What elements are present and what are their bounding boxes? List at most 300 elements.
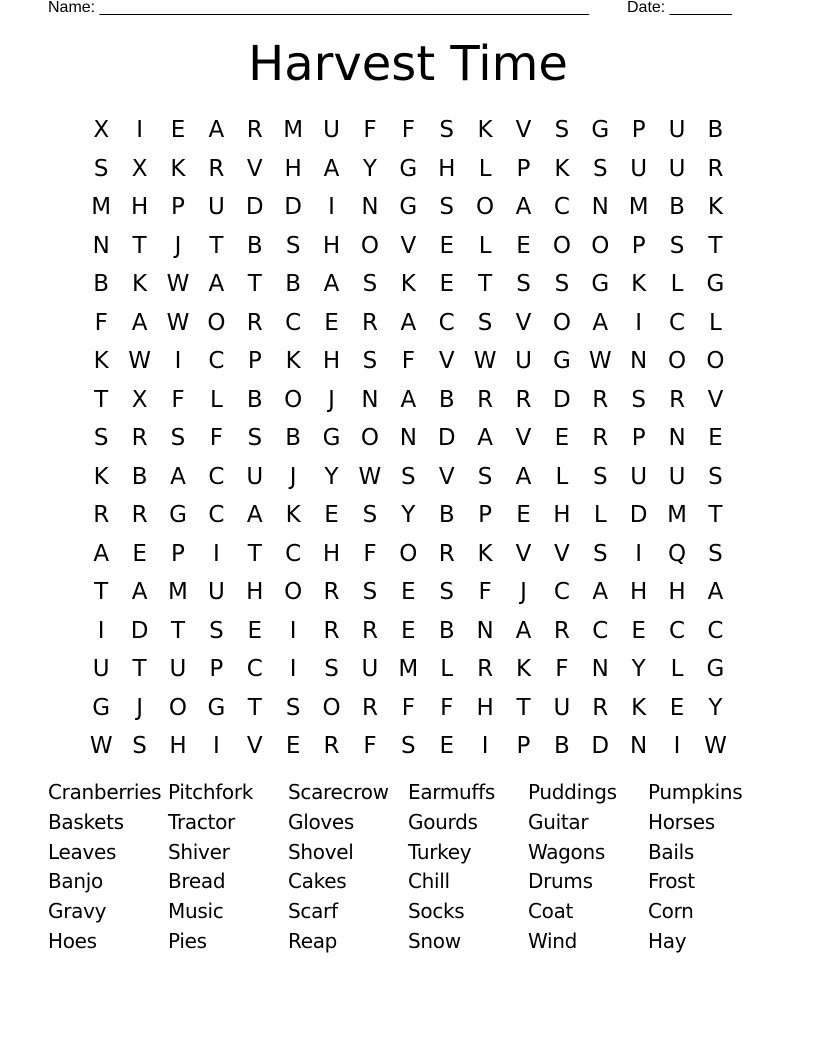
grid-letter: Y bbox=[362, 155, 377, 182]
grid-letter: I bbox=[174, 348, 182, 375]
grid-letter: I bbox=[97, 617, 105, 644]
grid-letter: T bbox=[94, 386, 109, 413]
grid-letter: F bbox=[171, 386, 185, 413]
grid-letter: C bbox=[208, 348, 225, 375]
grid-letter: K bbox=[631, 271, 647, 298]
word-list-item: Banjo bbox=[48, 869, 103, 894]
grid-letter: U bbox=[668, 117, 686, 144]
grid-letter: P bbox=[631, 425, 646, 452]
grid-letter: G bbox=[322, 425, 341, 452]
grid-letter: R bbox=[131, 425, 148, 452]
grid-letter: A bbox=[515, 194, 532, 221]
grid-letter: A bbox=[208, 271, 225, 298]
grid-letter: O bbox=[322, 694, 341, 721]
grid-letter: E bbox=[631, 617, 646, 644]
grid-letter: I bbox=[289, 617, 297, 644]
grid-letter: H bbox=[322, 348, 341, 375]
grid-letter: R bbox=[93, 502, 110, 529]
word-list-item: Drums bbox=[528, 869, 593, 894]
grid-letter: W bbox=[704, 733, 727, 760]
grid-letter: P bbox=[171, 194, 185, 221]
grid-letter: R bbox=[707, 155, 724, 182]
grid-letter: T bbox=[516, 694, 531, 721]
grid-letter: O bbox=[284, 579, 303, 606]
grid-letter: S bbox=[324, 656, 339, 683]
grid-letter: V bbox=[246, 733, 263, 760]
grid-letter: S bbox=[439, 579, 455, 606]
grid-letter: A bbox=[246, 502, 263, 529]
grid-letter: G bbox=[207, 694, 226, 721]
grid-letter: T bbox=[708, 232, 723, 259]
grid-letter: M bbox=[398, 656, 419, 683]
word-list-item: Hoes bbox=[48, 928, 97, 953]
grid-letter: I bbox=[673, 733, 681, 760]
grid-letter: C bbox=[208, 463, 225, 490]
grid-letter: I bbox=[136, 117, 143, 144]
grid-letter: S bbox=[592, 540, 608, 567]
grid-letter: S bbox=[132, 733, 147, 760]
grid-letter: Q bbox=[668, 540, 687, 567]
grid-letter: B bbox=[285, 425, 302, 452]
grid-letter: A bbox=[208, 117, 225, 144]
grid-letter: W bbox=[128, 348, 151, 375]
grid-letter: R bbox=[477, 386, 494, 413]
grid-letter: A bbox=[131, 309, 148, 336]
grid-letter: V bbox=[515, 425, 532, 452]
word-list-item: Bails bbox=[648, 839, 695, 864]
grid-letter: K bbox=[631, 694, 647, 721]
grid-letter: G bbox=[552, 348, 571, 375]
grid-letter: J bbox=[328, 386, 335, 413]
grid-letter: S bbox=[362, 579, 378, 606]
grid-letter: U bbox=[323, 117, 340, 144]
grid-letter: O bbox=[476, 194, 495, 221]
grid-letter: A bbox=[592, 579, 609, 606]
grid-letter: D bbox=[130, 617, 149, 644]
grid-letter: O bbox=[591, 232, 610, 259]
grid-letter: S bbox=[285, 694, 301, 721]
grid-letter: X bbox=[93, 117, 110, 144]
word-list-item: Reap bbox=[288, 928, 338, 953]
grid-letter: A bbox=[400, 309, 417, 336]
grid-letter: G bbox=[706, 271, 725, 298]
grid-letter: E bbox=[285, 733, 301, 760]
grid-letter: U bbox=[515, 348, 532, 375]
word-list-item: Scarecrow bbox=[288, 780, 389, 804]
grid-letter: A bbox=[707, 579, 724, 606]
grid-letter: E bbox=[401, 617, 416, 644]
grid-letter: G bbox=[399, 194, 418, 221]
grid-letter: U bbox=[207, 194, 225, 221]
grid-letter: A bbox=[323, 155, 340, 182]
grid-letter: S bbox=[401, 733, 416, 760]
grid-letter: H bbox=[476, 694, 494, 721]
grid-letter: G bbox=[399, 155, 418, 182]
grid-letter: B bbox=[246, 232, 263, 259]
grid-letter: S bbox=[708, 540, 723, 567]
grid-letter: G bbox=[591, 271, 610, 298]
grid-letter: K bbox=[170, 155, 186, 182]
grid-letter: P bbox=[516, 733, 531, 760]
grid-letter: S bbox=[592, 463, 608, 490]
grid-letter: S bbox=[439, 194, 455, 221]
grid-letter: P bbox=[631, 117, 646, 144]
grid-letter: K bbox=[515, 656, 532, 683]
grid-letter: S bbox=[93, 155, 109, 182]
grid-letter: S bbox=[669, 232, 685, 259]
grid-letter: S bbox=[170, 425, 186, 452]
grid-letter: T bbox=[247, 540, 262, 567]
grid-letter: D bbox=[284, 194, 302, 221]
grid-letter: R bbox=[208, 155, 225, 182]
grid-letter: E bbox=[439, 232, 454, 259]
grid-letter: N bbox=[476, 617, 494, 644]
grid-letter: O bbox=[360, 232, 379, 259]
grid-letter: E bbox=[516, 502, 531, 529]
grid-letter: A bbox=[515, 617, 532, 644]
grid-letter: E bbox=[401, 579, 416, 606]
grid-letter: P bbox=[516, 155, 531, 182]
puzzle-title: Harvest Time bbox=[248, 36, 568, 92]
grid-letter: O bbox=[284, 386, 303, 413]
grid-letter: F bbox=[478, 579, 492, 606]
grid-letter: S bbox=[477, 309, 493, 336]
grid-letter: F bbox=[440, 694, 454, 721]
grid-letter: T bbox=[132, 232, 147, 259]
word-list-item: Corn bbox=[648, 899, 694, 924]
grid-letter: T bbox=[247, 271, 262, 298]
grid-letter: R bbox=[323, 733, 340, 760]
word-list-item: Pitchfork bbox=[168, 780, 254, 804]
grid-letter: B bbox=[285, 271, 302, 298]
word-list-item: Pies bbox=[168, 928, 207, 953]
grid-letter: C bbox=[285, 540, 302, 567]
grid-letter: S bbox=[554, 117, 570, 144]
grid-letter: C bbox=[707, 617, 724, 644]
word-list-item: Baskets bbox=[48, 809, 124, 834]
word-list-item: Shiver bbox=[168, 839, 230, 864]
grid-letter: O bbox=[706, 348, 725, 375]
grid-letter: E bbox=[669, 694, 685, 721]
grid-letter: V bbox=[400, 232, 417, 259]
grid-letter: V bbox=[515, 117, 532, 144]
grid-letter: N bbox=[668, 425, 686, 452]
grid-letter: D bbox=[245, 194, 264, 221]
grid-letter: K bbox=[93, 463, 109, 490]
grid-letter: R bbox=[246, 117, 263, 144]
grid-letter: R bbox=[515, 386, 532, 413]
grid-letter: S bbox=[247, 425, 263, 452]
grid-letter: E bbox=[324, 502, 339, 529]
grid-letter: I bbox=[328, 194, 335, 221]
grid-letter: B bbox=[438, 617, 455, 644]
grid-letter: C bbox=[208, 502, 225, 529]
grid-letter: A bbox=[400, 386, 417, 413]
grid-letter: T bbox=[94, 579, 109, 606]
grid-letter: O bbox=[360, 425, 379, 452]
grid-letter: T bbox=[132, 656, 147, 683]
grid-letter: H bbox=[169, 733, 187, 760]
grid-letter: U bbox=[169, 656, 187, 683]
grid-letter: O bbox=[207, 309, 226, 336]
word-list-item: Guitar bbox=[528, 809, 589, 834]
grid-letter: N bbox=[630, 348, 648, 375]
grid-letter: A bbox=[592, 309, 609, 336]
grid-letter: W bbox=[166, 271, 190, 298]
word-list-item: Cranberries bbox=[48, 780, 162, 804]
grid-letter: R bbox=[323, 579, 340, 606]
grid-letter: A bbox=[131, 579, 148, 606]
grid-letter: A bbox=[170, 463, 186, 490]
grid-letter: G bbox=[706, 656, 725, 683]
word-list-item: Pumpkins bbox=[648, 780, 743, 804]
grid-letter: B bbox=[438, 386, 455, 413]
grid-letter: E bbox=[554, 425, 570, 452]
grid-letter: H bbox=[322, 232, 341, 259]
grid-letter: R bbox=[592, 425, 609, 452]
grid-letter: G bbox=[591, 117, 610, 144]
grid-letter: C bbox=[438, 309, 455, 336]
grid-letter: W bbox=[473, 348, 497, 375]
grid-letter: C bbox=[669, 617, 686, 644]
grid-letter: C bbox=[285, 309, 302, 336]
grid-letter: B bbox=[707, 117, 724, 144]
grid-letter: W bbox=[166, 309, 190, 336]
grid-letter: U bbox=[207, 579, 225, 606]
grid-letter: L bbox=[478, 232, 492, 259]
grid-letter: S bbox=[401, 463, 416, 490]
grid-letter: L bbox=[709, 309, 722, 336]
grid-letter: S bbox=[592, 155, 608, 182]
grid-letter: A bbox=[477, 425, 493, 452]
grid-letter: O bbox=[552, 309, 571, 336]
grid-letter: U bbox=[630, 463, 648, 490]
grid-letter: J bbox=[520, 579, 527, 606]
grid-letter: A bbox=[323, 271, 340, 298]
grid-letter: I bbox=[212, 733, 220, 760]
grid-letter: S bbox=[93, 425, 109, 452]
grid-letter: H bbox=[284, 155, 302, 182]
word-list-item: Horses bbox=[648, 809, 715, 834]
grid-letter: M bbox=[283, 117, 304, 144]
grid-letter: U bbox=[361, 656, 379, 683]
grid-letter: I bbox=[635, 309, 643, 336]
grid-letter: Y bbox=[631, 656, 646, 683]
grid-letter: S bbox=[708, 463, 723, 490]
grid-letter: W bbox=[358, 463, 382, 490]
grid-letter: U bbox=[630, 155, 648, 182]
grid-letter: D bbox=[437, 425, 456, 452]
grid-letter: E bbox=[516, 232, 531, 259]
word-list-item: Tractor bbox=[168, 809, 235, 834]
grid-letter: T bbox=[478, 271, 493, 298]
grid-letter: S bbox=[554, 271, 570, 298]
grid-letter: K bbox=[285, 348, 301, 375]
grid-letter: H bbox=[553, 502, 571, 529]
grid-letter: H bbox=[668, 579, 686, 606]
grid-letter: K bbox=[400, 271, 416, 298]
grid-letter: V bbox=[438, 348, 455, 375]
grid-letter: B bbox=[438, 502, 455, 529]
grid-letter: T bbox=[209, 232, 224, 259]
grid-letter: E bbox=[324, 309, 339, 336]
grid-letter: F bbox=[401, 694, 415, 721]
grid-letter: R bbox=[323, 617, 340, 644]
word-list-item: Earmuffs bbox=[408, 780, 496, 804]
grid-letter: U bbox=[246, 463, 264, 490]
word-list-item: Chill bbox=[408, 869, 450, 894]
grid-letter: V bbox=[515, 540, 532, 567]
word-list-item: Coat bbox=[528, 899, 574, 924]
grid-letter: Y bbox=[708, 694, 723, 721]
grid-letter: X bbox=[131, 386, 148, 413]
grid-letter: T bbox=[170, 617, 185, 644]
grid-letter: C bbox=[553, 194, 570, 221]
grid-letter: S bbox=[516, 271, 531, 298]
name-field-label: Name: _______________________________________________________ bbox=[48, 0, 589, 16]
grid-letter: A bbox=[93, 540, 110, 567]
grid-letter: R bbox=[438, 540, 455, 567]
grid-letter: B bbox=[669, 194, 685, 221]
grid-letter: G bbox=[169, 502, 187, 529]
grid-letter: C bbox=[592, 617, 609, 644]
word-list-item: Bread bbox=[168, 869, 226, 894]
word-list-item: Gloves bbox=[288, 809, 355, 834]
grid-letter: I bbox=[212, 540, 220, 567]
grid-letter: M bbox=[667, 502, 687, 529]
grid-letter: R bbox=[669, 386, 686, 413]
grid-letter: N bbox=[92, 232, 110, 259]
grid-letter: L bbox=[478, 155, 492, 182]
grid-letter: B bbox=[246, 386, 263, 413]
grid-letter: S bbox=[362, 271, 378, 298]
grid-letter: T bbox=[708, 502, 723, 529]
grid-letter: K bbox=[477, 117, 493, 144]
grid-letter: K bbox=[477, 540, 493, 567]
grid-letter: F bbox=[363, 117, 377, 144]
grid-letter: F bbox=[401, 117, 415, 144]
grid-letter: V bbox=[707, 386, 724, 413]
grid-letter: Y bbox=[401, 502, 416, 529]
grid-letter: U bbox=[668, 463, 686, 490]
grid-letter: N bbox=[361, 386, 379, 413]
grid-letter: Y bbox=[324, 463, 339, 490]
grid-letter: M bbox=[168, 579, 188, 606]
grid-letter: H bbox=[130, 194, 149, 221]
grid-letter: B bbox=[131, 463, 148, 490]
grid-letter: K bbox=[707, 194, 723, 221]
grid-letter: E bbox=[247, 617, 263, 644]
word-list-item: Music bbox=[168, 899, 224, 924]
grid-letter: J bbox=[136, 694, 143, 721]
grid-letter: R bbox=[361, 694, 378, 721]
grid-letter: S bbox=[477, 463, 493, 490]
grid-letter: L bbox=[670, 271, 684, 298]
word-list-item: Wagons bbox=[528, 839, 605, 864]
grid-letter: V bbox=[246, 155, 263, 182]
grid-letter: P bbox=[478, 502, 493, 529]
grid-letter: N bbox=[399, 425, 417, 452]
grid-letter: P bbox=[171, 540, 185, 567]
word-list-item: Snow bbox=[408, 928, 461, 953]
grid-letter: R bbox=[592, 694, 609, 721]
word-list-item: Cakes bbox=[288, 869, 347, 894]
letter-grid bbox=[82, 111, 735, 766]
grid-letter: E bbox=[132, 540, 147, 567]
grid-letter: E bbox=[439, 271, 454, 298]
grid-letter: E bbox=[170, 117, 186, 144]
grid-letter: I bbox=[289, 656, 297, 683]
grid-letter: M bbox=[628, 194, 649, 221]
grid-letter: A bbox=[515, 463, 532, 490]
grid-letter: S bbox=[362, 502, 378, 529]
word-list-item: Shovel bbox=[288, 839, 354, 864]
grid-letter: C bbox=[553, 579, 570, 606]
grid-letter: G bbox=[92, 694, 111, 721]
grid-letter: W bbox=[89, 733, 113, 760]
word-list-item: Wind bbox=[528, 928, 578, 953]
grid-letter: P bbox=[631, 232, 646, 259]
grid-letter: O bbox=[552, 232, 571, 259]
header bbox=[48, 0, 748, 18]
grid-letter: R bbox=[361, 309, 378, 336]
word-list-item: Puddings bbox=[528, 780, 617, 804]
grid-letter: L bbox=[440, 656, 454, 683]
grid-letter: U bbox=[668, 155, 686, 182]
grid-letter: E bbox=[708, 425, 723, 452]
grid-letter: F bbox=[209, 425, 223, 452]
grid-letter: O bbox=[668, 348, 687, 375]
date-field-label: Date: _______ bbox=[627, 0, 732, 16]
grid-letter: J bbox=[174, 232, 182, 259]
grid-letter: F bbox=[94, 309, 108, 336]
grid-letter: V bbox=[554, 540, 570, 567]
grid-letter: H bbox=[322, 540, 341, 567]
grid-letter: D bbox=[553, 386, 571, 413]
grid-letter: F bbox=[363, 540, 377, 567]
word-list-item: Scarf bbox=[288, 899, 338, 924]
word-list bbox=[48, 778, 768, 957]
grid-letter: F bbox=[363, 733, 377, 760]
grid-letter: H bbox=[630, 579, 648, 606]
word-list-item: Gravy bbox=[48, 899, 107, 924]
grid-letter: R bbox=[246, 309, 263, 336]
grid-letter: H bbox=[438, 155, 456, 182]
grid-letter: T bbox=[247, 694, 262, 721]
grid-letter: O bbox=[168, 694, 188, 721]
grid-letter: S bbox=[285, 232, 301, 259]
grid-letter: C bbox=[669, 309, 686, 336]
grid-letter: N bbox=[591, 656, 609, 683]
grid-letter: R bbox=[592, 386, 609, 413]
grid-letter: K bbox=[132, 271, 148, 298]
grid-letter: S bbox=[439, 117, 455, 144]
grid-letter: O bbox=[399, 540, 418, 567]
grid-letter: K bbox=[285, 502, 301, 529]
grid-letter: B bbox=[553, 733, 570, 760]
grid-letter: D bbox=[591, 733, 610, 760]
grid-letter: L bbox=[593, 502, 607, 529]
grid-letter: R bbox=[553, 617, 570, 644]
grid-letter: R bbox=[361, 617, 378, 644]
grid-letter: D bbox=[629, 502, 648, 529]
grid-letter: N bbox=[361, 194, 379, 221]
word-list-item: Turkey bbox=[408, 839, 472, 864]
grid-letter: X bbox=[131, 155, 148, 182]
grid-letter: K bbox=[93, 348, 109, 375]
word-list-item: Gourds bbox=[408, 809, 478, 834]
word-list-item: Leaves bbox=[48, 839, 117, 864]
